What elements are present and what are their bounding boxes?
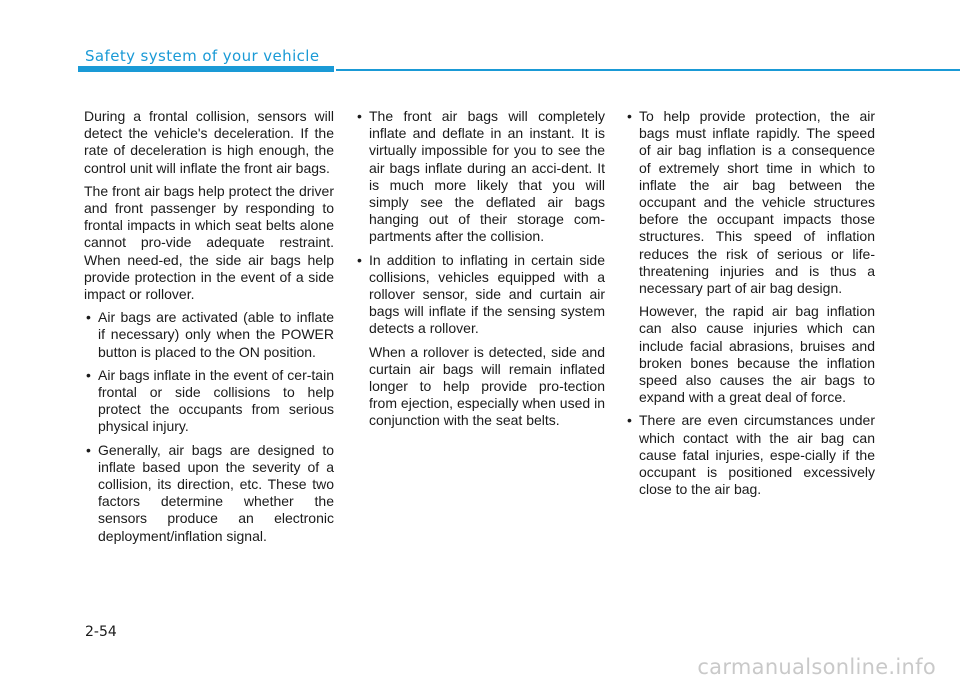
bullet-icon: • bbox=[86, 366, 91, 383]
watermark-link[interactable]: carmanualsonline.info bbox=[697, 655, 936, 679]
list-item-text: Air bags inflate in the event of cer-tain frontal or side collisions to help protect the occupants from serious physical injury. bbox=[98, 366, 334, 435]
bullet-list bbox=[625, 108, 875, 498]
list-item-continuation: When a rollover is detected, side and curtain air bags will remain inflated longer to help provide pro-tection from ejection, especially when used in conjunction with the seat belts. bbox=[369, 343, 605, 429]
list-item bbox=[355, 108, 605, 246]
list-item bbox=[84, 309, 334, 361]
bullet-list bbox=[355, 108, 605, 430]
bullet-icon: • bbox=[357, 108, 362, 124]
paragraph: During a frontal collision, sensors will detect the vehicle's deceleration. If the rate of deceleration is high enough, the control unit will inflate the front air bags. bbox=[84, 108, 334, 176]
list-item-text: In addition to inflating in certain side collisions, vehicles equipped with a rollover sensor, side and curtain air bags will inflate if the sensing system detects a rollover. bbox=[369, 251, 605, 337]
bullet-icon: • bbox=[86, 441, 91, 458]
section-title: Safety system of your vehicle bbox=[85, 47, 320, 65]
list-item bbox=[625, 412, 875, 498]
bullet-list bbox=[84, 309, 334, 545]
list-item-text: Air bags are activated (able to inflate if necessary) only when the POWER button is placed to the ON position. bbox=[98, 309, 334, 360]
list-item bbox=[84, 442, 334, 545]
header-rule-thick bbox=[78, 66, 334, 72]
page-number: 2-54 bbox=[85, 624, 117, 640]
list-item bbox=[625, 108, 875, 406]
text-column-1 bbox=[84, 108, 334, 551]
list-item-continuation: However, the rapid air bag inflation can also cause injuries which can include facial abrasions, bruises and broken bones because the inflation speed also causes the air bags to expand with a great deal of force. bbox=[639, 303, 875, 406]
list-item-text: The front air bags will completely inflate and deflate in an instant. It is virtually impossible for you to see the air bags inflate during an acci-dent. It is much more likely that you will simply see the deflated air bags hanging out of their storage com-partments after the collision. bbox=[369, 108, 605, 245]
text-column-2 bbox=[355, 108, 605, 436]
list-item-text: There are even circumstances under which contact with the air bag can cause fatal injuries, espe-cially if the occupant is positioned excessively close to the air bag. bbox=[639, 412, 875, 498]
header-rule-thin bbox=[336, 69, 960, 71]
bullet-icon: • bbox=[86, 309, 91, 326]
bullet-icon: • bbox=[627, 108, 632, 124]
bullet-icon: • bbox=[627, 412, 632, 429]
text-column-3 bbox=[625, 108, 875, 504]
list-item-text: Generally, air bags are designed to inflate based upon the severity of a collision, its direction, etc. These two factors determine whether the sensors produce an electronic deployment/inflation signal. bbox=[98, 441, 334, 544]
bullet-icon: • bbox=[357, 251, 362, 268]
list-item bbox=[84, 367, 334, 436]
list-item bbox=[355, 252, 605, 430]
paragraph: The front air bags help protect the driver and front passenger by responding to frontal impacts in which seat belts alone cannot pro-vide adequate restraint. When need-ed, the side air bags help provide protection in the event of a side impact or rollover. bbox=[84, 182, 334, 303]
list-item-text: To help provide protection, the air bags must inflate rapidly. The speed of air bag inflation is a consequence of extremely short time in which to inflate the air bag between the occupant and the vehicle structures before the occupant impacts those structures. This speed of inflation reduces the risk of serious or life-threatening injuries and is thus a necessary part of air bag design. bbox=[639, 108, 875, 297]
